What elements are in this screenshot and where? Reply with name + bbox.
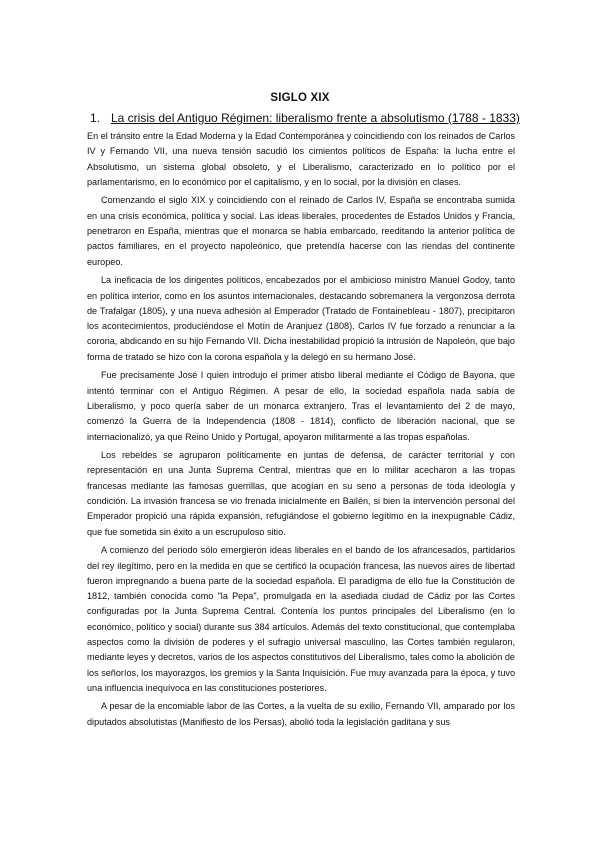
body-text [87,129,515,733]
paragraph: En el tránsito entre la Edad Moderna y la Edad Contemporánea y coincidiendo con los reinados de Carlos IV y Fernando VII, una nueva tensión sacudió los cimientos políticos de España: la lucha entre el Absolutismo, un sistema global obsoleto, y el Liberalismo, caracterizado en lo político por el parlamentarismo, en lo económico por el capitalismo, y en lo social, por la división en clases. [87,131,515,187]
page-title: SIGLO XIX [270,92,330,104]
section-heading [90,111,520,125]
section-number: 1. [90,111,101,125]
paragraph: Fue precisamente José I quien introdujo el primer atisbo liberal mediante el Código de Bayona, que intentó terminar con el Antiguo Régimen. A pesar de ello, la sociedad española nada sabía de Liberalismo, y poco quería saber de un monarca extranjero. Tras el levantamiento del 2 de mayo, comenzó la Guerra de la Independencia (1808 - 1814), conflicto de liberación nacional, que se internacionalizó, ya que Reino Unido y Portugal, apoyaron militarmente a las tropas españolas. [87,370,515,442]
section-heading-text: La crisis del Antiguo Régimen: liberalismo frente a absolutismo (1788 - 1833) [111,111,520,125]
paragraph: A comienzo del periodo sólo emergieron ideas liberales en el bando de los afrancesados, partidarios del rey ilegítimo, pero en la medida en que se certificó la ocupación francesa, las nuevos aires de libertad fueron impregnando a buena parte de la sociedad española. El paradigma de ello fue la Constitución de 1812, también conocida como "la Pepa", promulgada en la asediada ciudad de Cádiz por las Cortes configuradas por la Junta Suprema Central. Contenía los puntos principales del Liberalismo (en lo económico, político y social) durante sus 384 artículos. Además del texto constitucional, que contemplaba aspectos como la división de poderes y el sufragio universal masculino, las Cortes también regularon, mediante leyes y decretos, varios de los aspectos constitutivos del Liberalismo, tales como la abolición de los señoríos, los mayorazgos, los gremios y la Santa Inquisición. Fue muy avanzada para la época, y tuvo una influencia inequívoca en las constituciones posteriores. [87,545,515,693]
paragraph: A pesar de la encomiable labor de las Cortes, a la vuelta de su exilio, Fernando VII, amparado por los diputados absolutistas (Manifiesto de los Persas), abolió toda la legislación gaditana y sus [87,701,515,727]
paragraph: La ineficacia de los dirigentes políticos, encabezados por el ambicioso ministro Manuel Godoy, tanto en política interior, como en los asuntos internacionales, destacando sobremanera la vergonzosa derrota de Trafalgar (1805), y una nueva adhesión al Emperador (Tratado de Fontainebleau - 1807), precipitaron los acontecimientos, produciéndose el Motín de Aranjuez (1808). Carlos IV fue forzado a renunciar a la corona, abdicando en su hijo Fernando VII. Dicha inestabilidad propició la intrusión de Napoleón, que bajo forma de tratado se hizo con la corona española y la delegó en su hermano José. [87,275,515,362]
paragraph: Comenzando el siglo XIX y coincidiendo con el reinado de Carlos IV, España se encontraba sumida en una crisis económica, política y social. Las ideas liberales, procedentes de Estados Unidos y Francia, penetraron en España, mientras que el monarca se había embarcado, reeditando la anterior política de pactos familiares, en el proyecto napoleónico, que pretendía hacerse con las riendas del continente europeo. [87,195,515,267]
paragraph: Los rebeldes se agruparon políticamente en juntas de defensa, de carácter territorial y con representación en una Junta Suprema Central, mientras que en lo militar acecharon a las tropas francesas mediante las famosas guerrillas, que acogían en su seno a personas de toda ideología y condición. La invasión francesa se vio frenada inicialmente en Bailén, si bien la intervención personal del Emperador propició una rápida expansión, refugiándose el gobierno legítimo en la inexpugnable Cádiz, que fue sometida sin éxito a un escrupuloso sitio. [87,450,515,537]
